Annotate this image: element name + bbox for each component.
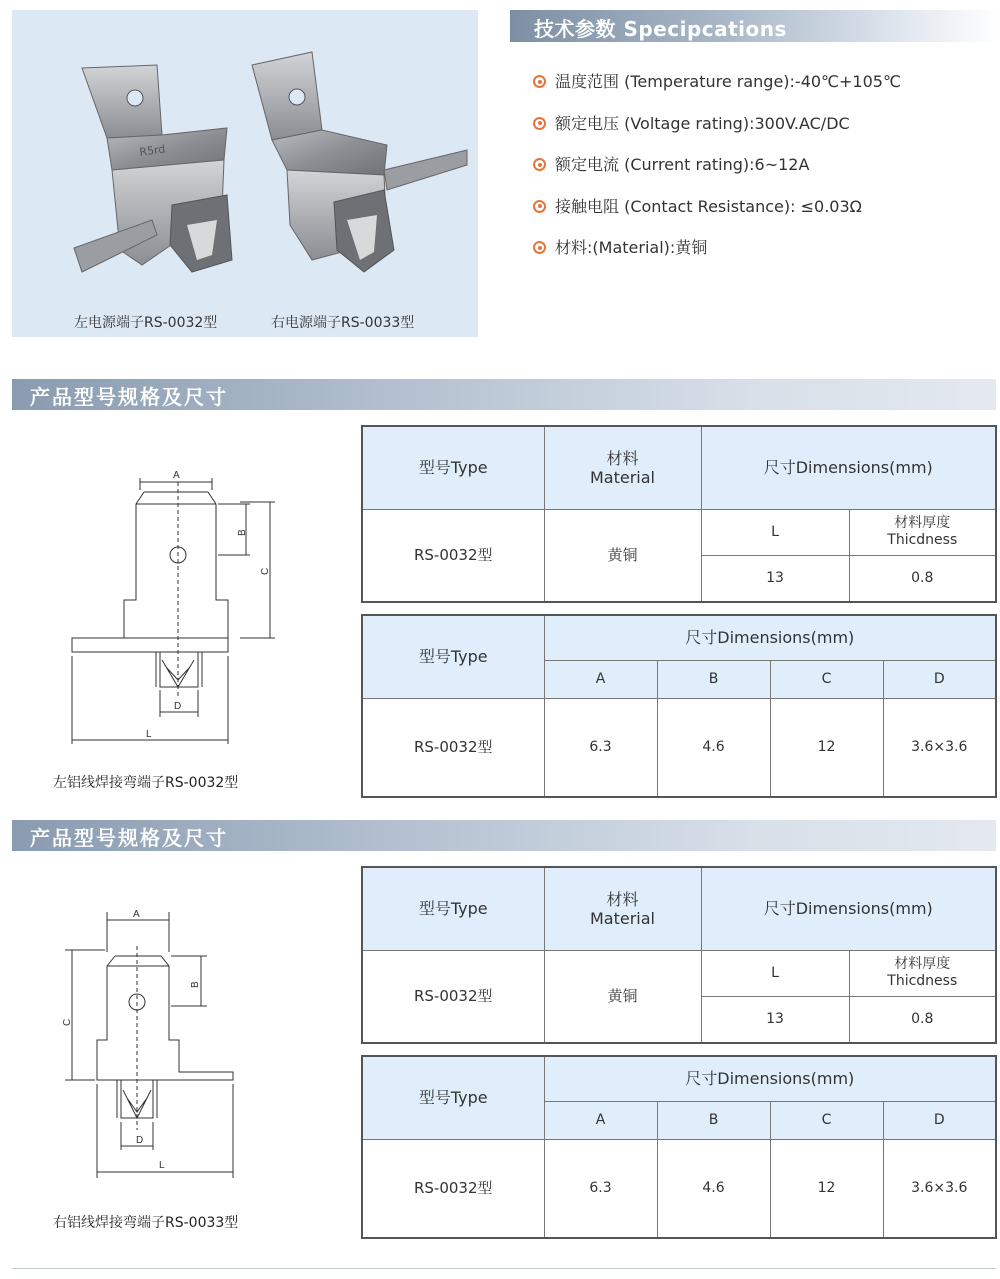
dimension-drawing [55, 900, 255, 1180]
specifications-title: 技术参数 Specipcations [534, 17, 787, 41]
material-cell: 黄铜 [544, 950, 701, 1043]
spec-item-voltage [533, 102, 901, 144]
drawing-rs-0033 [55, 900, 255, 1184]
dimensions-header: 尺寸Dimensions(mm) [544, 1056, 996, 1101]
specifications-list [533, 60, 901, 268]
thickness-header: 材料厚度 Thicdness [849, 509, 996, 555]
dim-label-d: D [174, 701, 182, 712]
thickness-value: 0.8 [849, 555, 996, 602]
col-d-header: D [883, 660, 996, 698]
spec-text: 温度范围 (Temperature range):-40℃+105℃ [555, 72, 901, 92]
material-cell: 黄铜 [544, 509, 701, 602]
bullet-icon [533, 75, 546, 88]
spec-text: 接触电阻 (Contact Resistance): ≤0.03Ω [555, 196, 862, 216]
spec-item-current [533, 143, 901, 185]
bullet-icon [533, 158, 546, 171]
dimensions-table-2 [361, 1055, 997, 1239]
type-header: 型号Type [362, 867, 544, 950]
dim-label-a: A [173, 470, 180, 481]
material-table-2 [361, 866, 997, 1044]
section-banner-1 [12, 379, 996, 410]
value-a: 6.3 [544, 698, 657, 797]
col-a-header: A [544, 660, 657, 698]
value-c: 12 [770, 1139, 883, 1238]
right-terminal-image [252, 52, 467, 272]
material-header: 材料 Material [544, 867, 701, 950]
drawing-rs-0032 [60, 462, 290, 756]
type-header: 型号Type [362, 1056, 544, 1139]
dim-label-l: L [146, 729, 152, 740]
dimensions-table-1 [361, 614, 997, 798]
dim-label-l: L [159, 1160, 165, 1171]
value-d: 3.6×3.6 [883, 1139, 996, 1238]
col-b-header: B [657, 660, 770, 698]
dim-label-c: C [62, 1018, 73, 1026]
l-value: 13 [701, 555, 849, 602]
spec-item-resistance [533, 185, 901, 227]
material-table-1 [361, 425, 997, 603]
drawing-caption-rs-0032: 左铝线焊接弯端子RS-0032型 [53, 775, 239, 791]
bullet-icon [533, 117, 546, 130]
value-b: 4.6 [657, 698, 770, 797]
left-terminal-caption: 左电源端子RS-0032型 [74, 315, 218, 331]
spec-text: 材料:(Material):黄铜 [555, 238, 708, 258]
spec-item-temperature [533, 60, 901, 102]
model-cell: RS-0032型 [362, 1139, 544, 1238]
l-value: 13 [701, 996, 849, 1043]
section-title: 产品型号规格及尺寸 [30, 385, 228, 409]
bottom-divider [12, 1268, 996, 1269]
thickness-header: 材料厚度 Thicdness [849, 950, 996, 996]
dim-label-b: B [237, 529, 248, 536]
dimensions-header: 尺寸Dimensions(mm) [701, 426, 996, 509]
l-header: L [701, 509, 849, 555]
model-cell: RS-0032型 [362, 950, 544, 1043]
terminal-stamp: R5rd [138, 142, 167, 159]
model-cell: RS-0032型 [362, 509, 544, 602]
drawing-caption-rs-0033: 右铝线焊接弯端子RS-0033型 [53, 1215, 239, 1231]
value-d: 3.6×3.6 [883, 698, 996, 797]
dimensions-header: 尺寸Dimensions(mm) [701, 867, 996, 950]
col-b-header: B [657, 1101, 770, 1139]
type-header: 型号Type [362, 426, 544, 509]
dimensions-header: 尺寸Dimensions(mm) [544, 615, 996, 660]
bullet-icon [533, 241, 546, 254]
col-c-header: C [770, 660, 883, 698]
section-title: 产品型号规格及尺寸 [30, 826, 228, 850]
material-header: 材料 Material [544, 426, 701, 509]
dim-label-d: D [136, 1135, 144, 1146]
right-terminal-caption: 右电源端子RS-0033型 [271, 315, 415, 331]
l-header: L [701, 950, 849, 996]
specifications-header [510, 10, 998, 42]
bullet-icon [533, 200, 546, 213]
product-photo-panel [12, 10, 478, 337]
dimension-drawing [60, 462, 290, 752]
dim-label-b: B [190, 981, 201, 988]
terminal-photo [12, 10, 478, 337]
value-b: 4.6 [657, 1139, 770, 1238]
col-d-header: D [883, 1101, 996, 1139]
value-c: 12 [770, 698, 883, 797]
thickness-value: 0.8 [849, 996, 996, 1043]
section-banner-2 [12, 820, 996, 851]
model-cell: RS-0032型 [362, 698, 544, 797]
col-a-header: A [544, 1101, 657, 1139]
spec-text: 额定电压 (Voltage rating):300V.AC/DC [555, 113, 850, 133]
col-c-header: C [770, 1101, 883, 1139]
value-a: 6.3 [544, 1139, 657, 1238]
type-header: 型号Type [362, 615, 544, 698]
dim-label-a: A [133, 909, 140, 920]
dim-label-c: C [260, 567, 271, 575]
spec-item-material [533, 226, 901, 268]
left-terminal-image [74, 65, 232, 272]
spec-text: 额定电流 (Current rating):6~12A [555, 155, 810, 175]
